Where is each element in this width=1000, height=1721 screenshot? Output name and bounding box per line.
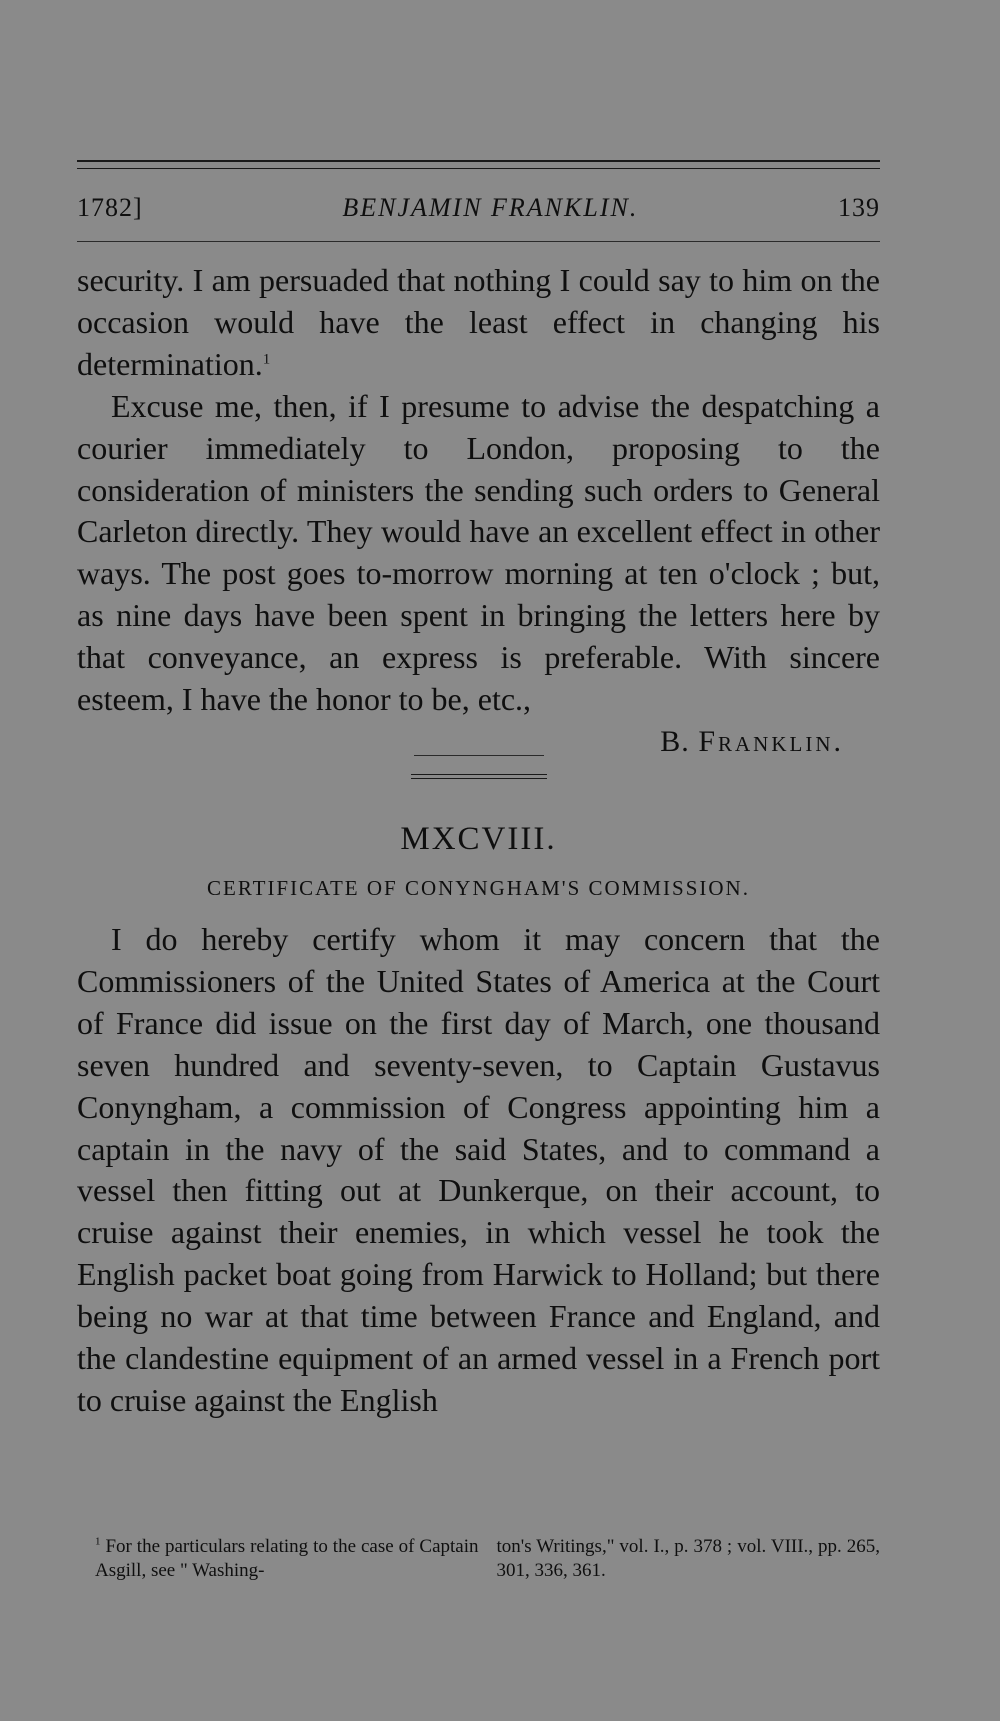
top-double-rule — [77, 160, 880, 169]
footnote-column-1 — [77, 1535, 479, 1583]
running-head-title: BENJAMIN FRANKLIN. — [342, 193, 639, 222]
section-divider — [411, 774, 547, 779]
footnote-text-2: ton's Writings," vol. I., p. 378 ; vol. VIII., pp. 265, 301, 336, 361. — [496, 1536, 880, 1581]
signature — [77, 721, 844, 763]
book-page — [77, 160, 880, 1422]
letter-paragraph-1 — [77, 260, 880, 386]
section-title: CERTIFICATE OF CONYNGHAM'S COMMISSION. — [207, 875, 750, 900]
signature-initial: B. — [660, 724, 690, 758]
section-divider-top-line — [414, 755, 544, 756]
section-body: I do hereby certify whom it may concern that the Commissioners of the United States of America at the Court of France did issue on the first day of March, one thousand seven hundred and seventy-seven, to Captain Gustavus Conyngham, a commission of Congress appointing him a captain in the navy of the said States, and to command a vessel then fitting out at Dunkerque, on their account, to cruise against their enemies, in which vessel he took the English packet boat going from Harwick to Holland; but there being no war at that time between France and England, and the clandestine equipment of an armed vessel in a French port to cruise against the English — [77, 920, 880, 1418]
footnote-text-1: For the particulars relating to the case of Captain Asgill, see " Washing- — [95, 1536, 479, 1581]
footnotes — [77, 1535, 880, 1583]
footnote-reference: 1 — [262, 351, 271, 368]
letter-paragraph-1-text: security. I am persuaded that nothing I could say to him on the occasion would have the least effect in changing his determination. — [77, 262, 880, 382]
running-head — [77, 193, 880, 227]
footnote-column-2 — [497, 1535, 881, 1583]
section-numeral: MXCVIII. — [400, 820, 557, 857]
footnote-mark: 1 — [95, 1535, 101, 1548]
signature-name: Franklin. — [698, 724, 844, 758]
letter-paragraph-2: Excuse me, then, if I presume to advise the despatching a courier immediately to London, proposing to the consideration of ministers the sending such orders to General Carleton directly. They would have an excellent effect in other ways. The post goes to-morrow morning at ten o'clock ; but, as nine days have been spent in bringing the letters here by that conveyance, an express is preferable. With sincere esteem, I have the honor to be, etc., — [77, 387, 880, 718]
head-rule — [77, 241, 880, 242]
page-number: 139 — [838, 193, 880, 222]
running-head-year: 1782] — [77, 193, 143, 222]
